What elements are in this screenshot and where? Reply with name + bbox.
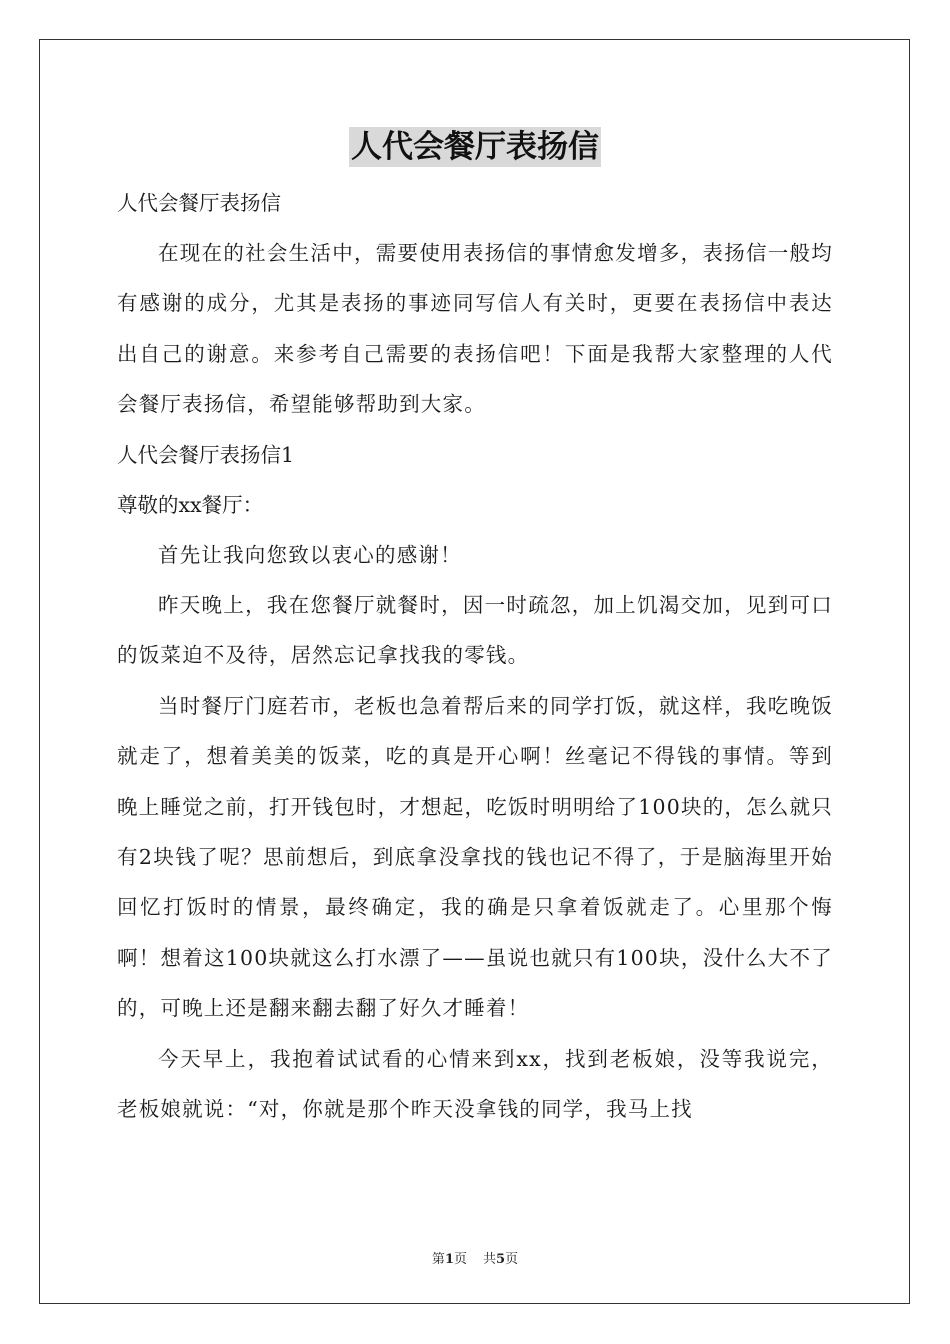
section-heading: 人代会餐厅表扬信1 [117,442,295,467]
salutation: 尊敬的xx餐厅： [117,492,264,517]
title-container [0,127,950,167]
intro-paragraph: 在现在的社会生活中，需要使用表扬信的事情愈发增多，表扬信一般均有感谢的成分，尤其是表扬的事迹同写信人有关时，更要在表扬信中表达出自己的谢意。来参考自己需要的表扬信吧！下面是我帮大家整理的人代会餐厅表扬信，希望能够帮助到大家。 [117,241,833,417]
body-paragraph: 首先让我向您致以衷心的感谢！ [158,542,462,567]
body-paragraph: 今天早上，我抱着试试看的心情来到xx，找到老板娘，没等我说完，老板娘就说：“对，你就是那个昨天没拿钱的同学，我马上找 [117,1046,833,1122]
page-mid: 页 [453,1252,467,1267]
body-paragraph: 当时餐厅门庭若市，老板也急着帮后来的同学打饭，就这样，我吃晚饭就走了，想着美美的饭菜，吃的真是开心啊！丝毫记不得钱的事情。等到晚上睡觉之前，打开钱包时，才想起，吃饭时明明给了100块的，怎么就只有2块钱了呢？思前想后，到底拿没拿找的钱也记不得了，于是脑海里开始回忆打饭时的情景，最终确定，我的确是只拿着饭就走了。心里那个悔啊！想着这100块就这么打水漂了——虽说也就只有100块，没什么大不了的，可晚上还是翻来翻去翻了好久才睡着！ [117,693,833,1021]
subtitle: 人代会餐厅表扬信 [117,191,281,215]
body-paragraph: 昨天晚上，我在您餐厅就餐时，因一时疏忽，加上饥渴交加，见到可口的饭菜迫不及待，居然忘记拿找我的零钱。 [117,593,833,668]
total-page-number: 5 [496,1252,506,1267]
total-suffix: 页 [505,1252,519,1267]
document-title: 人代会餐厅表扬信 [351,129,599,165]
page-footer [0,1248,950,1267]
total-prefix: 共 [483,1252,497,1267]
current-page-number: 1 [444,1252,454,1267]
page-prefix: 第 [431,1252,445,1267]
document-body [117,178,833,1135]
